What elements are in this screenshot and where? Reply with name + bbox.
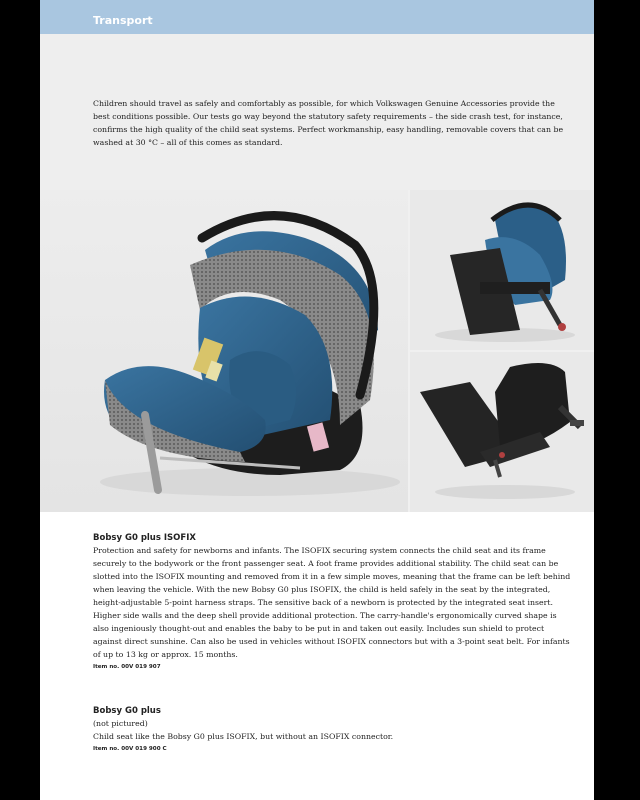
product-bobsy-g0-plus — [93, 705, 573, 755]
intro-paragraph: Children should travel as safely and comfortably as possible, for which Volkswagen Genuine Accessories provide the best conditions possible. Our tests go way beyond the statutory safety requirements – the side crash test, for instance, confirms the high quality of the child seat systems. Perfect workmanship, easy handling, removable covers that can be washed at 30 °C – all of this comes as standard. — [93, 99, 564, 147]
child-seat-with-isofix-base-photo — [410, 190, 594, 350]
product-name: Bobsy G0 plus — [93, 706, 161, 716]
child-seat-main-photo — [40, 190, 408, 512]
child-seat-illustration — [40, 190, 408, 512]
isofix-base-photo — [410, 352, 594, 512]
product-photo-area — [40, 190, 594, 512]
product-name: Bobsy G0 plus ISOFIX — [93, 533, 196, 543]
item-number: Item no. 00V 019 900 C — [93, 746, 167, 752]
seat-on-base-illustration — [410, 190, 594, 350]
product-bobsy-g0-plus-isofix — [93, 532, 573, 673]
item-number: Item no. 00V 019 907 — [93, 664, 161, 670]
section-title: Transport — [93, 14, 153, 27]
section-header — [40, 0, 594, 34]
catalog-page — [40, 0, 594, 800]
product-description: Protection and safety for newborns and infants. The ISOFIX securing system connects the child seat and its frame securely to the bodywork or the front passenger seat. A foot frame provides additional stability. The child seat can be slotted into the ISOFIX mounting and removed from it in a few simple moves, meaning that the frame can be left behind when leaving the vehicle. With the new Bobsy G0 plus ISOFIX, the child is held safely in the seat by the integrated, height-adjustable 5-point harness straps. The sensitive back of a newborn is protected by the integrated seat insert. Higher side walls and the deep shell provide additional protection. The carry-handle's ergonomically curved shape is also ingeniously thought-out and enables the baby to be put in and taken out easily. Includes sun shield to protect against direct sunshine. Can also be used in vehicles without ISOFIX connectors but with a 3-point seat belt. For infants of up to 13 kg or approx. 15 months. — [93, 546, 571, 659]
product-note: (not pictured) — [93, 719, 148, 728]
product-description: Child seat like the Bobsy G0 plus ISOFIX, but without an ISOFIX connector. — [93, 732, 394, 741]
isofix-base-illustration — [410, 352, 594, 512]
